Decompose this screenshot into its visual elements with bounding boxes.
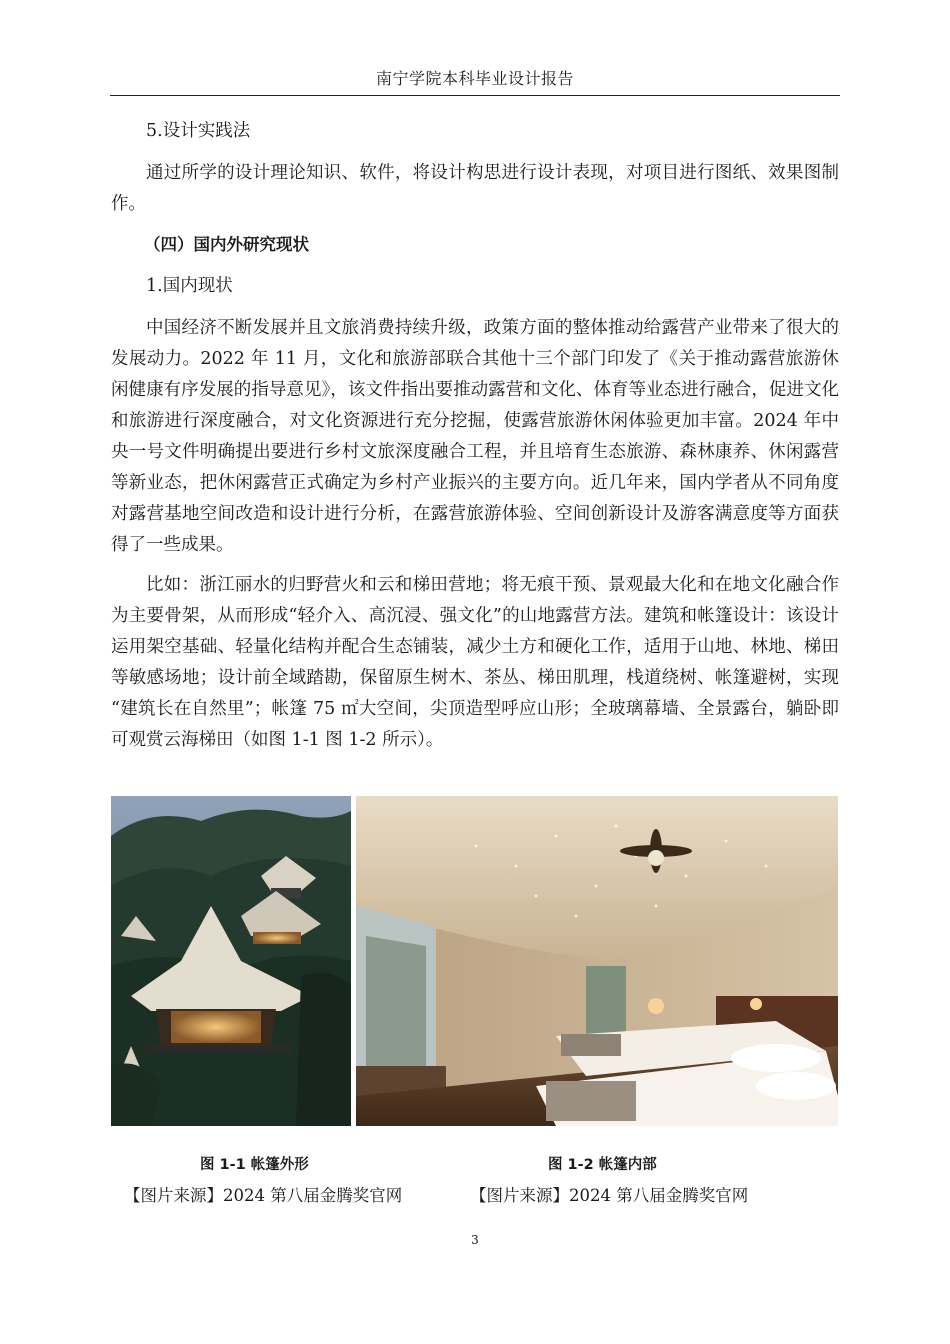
figure-row	[111, 796, 838, 1126]
figure-1-1-source: 【图片来源】2024 第八届金腾奖官网	[124, 1186, 403, 1205]
section-heading-design-practice: 5.设计实践法	[146, 121, 251, 141]
paragraph-domestic-policy: 中国经济不断发展并且文旅消费持续升级，政策方面的整体推动给露营产业带来了很大的发展动力。2022 年 11 月，文化和旅游部联合其他十三个部门印发了《关于推动露营旅游休闲健康有序发展的指导意见》，该文件指出要推动露营和文化、体育等业态进行融合，促进文化和旅游进行深度融合，对文化资源进行充分挖掘，使露营旅游休闲体验更加丰富。2024 年中央一号文件明确提出要进行乡村文旅深度融合工程，并且培育生态旅游、森林康养、休闲露营等新业态，把休闲露营正式确定为乡村产业振兴的主要方向。近几年来，国内学者从不同角度对露营基地空间改造和设计进行分析，在露营旅游体验、空间创新设计及游客满意度等方面获得了一些成果。	[111, 318, 839, 555]
header-rule	[110, 95, 840, 96]
body-text	[111, 116, 839, 765]
page-number: 3	[471, 1233, 479, 1247]
running-header: 南宁学院本科毕业设计报告	[375, 69, 574, 88]
figure-1-2-caption: 图 1-2 帐篷内部	[548, 1157, 657, 1173]
figure-1-1-caption: 图 1-1 帐篷外形	[200, 1157, 309, 1173]
paragraph-case-study: 比如：浙江丽水的归野营火和云和梯田营地；将无痕干预、景观最大化和在地文化融合作为主要骨架，从而形成“轻介入、高沉浸、强文化”的山地露营方法。建筑和帐篷设计：该设计运用架空基础、轻量化结构并配合生态铺装，减少土方和硬化工作，适用于山地、林地、梯田等敏感场地；设计前全域踏勘，保留原生树木、茶丛、梯田肌理，栈道绕树、帐篷避树，实现 “建筑长在自然里”；帐篷 75 ㎡大空间，尖顶造型呼应山形；全玻璃幕墙、全景露台，躺卧即可观赏云海梯田（如图 1-1 图 1-2 所示）。	[111, 575, 839, 750]
paragraph-design-practice: 通过所学的设计理论知识、软件，将设计构思进行设计表现，对项目进行图纸、效果图制作。	[111, 163, 839, 214]
tent-interior-photo	[356, 796, 838, 1126]
section-heading-research-status: （四）国内外研究现状	[144, 235, 309, 254]
figure-1-2-source: 【图片来源】2024 第八届金腾奖官网	[470, 1186, 749, 1205]
tent-exterior-photo	[111, 796, 351, 1126]
section-heading-domestic: 1.国内现状	[146, 276, 233, 296]
